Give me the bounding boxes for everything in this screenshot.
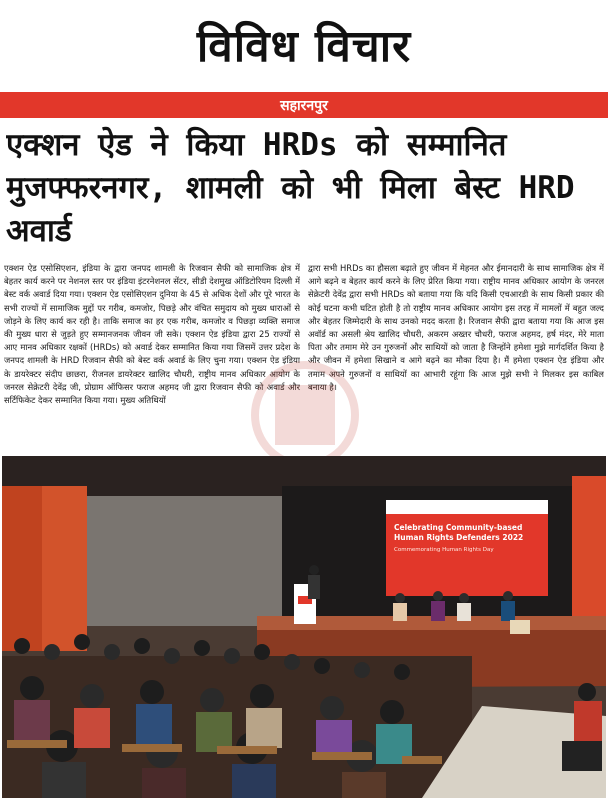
headline-line-3: अवार्ड bbox=[6, 213, 72, 249]
headline bbox=[6, 124, 604, 253]
article-column-1: एक्शन ऐड एसोसिएशन, इंडिया के द्वारा जनपद शामली के रिजवान सैफी को सामाजिक क्षेत्र में बेहतर कार्य करने पर नेशनल स्तर पर इंडिया इंटरनेशनल सेंटर, सीडी देशमुख ऑडिटोरियम दिल्ली में बेस्ट वर्क अवार्ड दिया गया। एक्शन ऐड एसोसिएशन दुनिया के 45 से अधिक देशों और पूरे भारत के सभी राज्यों में सामाजिक मुद्दों पर गरीब, कमजोर, पिछड़े और वंचित समुदाय को मुख्य धाराओं से जोड़ने के लिए कार्य कर रही है। ताकि समाज का हर एक गरीब, कमजोर व पिछड़ा व्यक्ति समाज की मुख्य धारा से जुड़ते हुए सम्मानजनक जीवन जी सके। एक्शन ऐड इंडिया द्वारा 25 राज्यों से आए मानव अधिकार रक्षकों (HRDs) को अवार्ड देकर सम्मानित किया गया जिसमें उत्तर प्रदेश के जनपद शामली के HRD रिजवान सैफी को बेस्ट वर्क अवार्ड के लिए चुना गया। एक्शन ऐड इंडिया के डायरेक्टर संदीप छाछरा, रीजनल डायरेक्टर खालिद चौधरी, राष्ट्रीय मानव अधिकार आयोग के जनरल सेक्रेटरी देवेंद्र जी, प्रोग्राम ऑफिसर फराज अहमद जी द्वारा रिजवान सैफी को अवार्ड और सर्टिफिकेट देकर सम्मानित किया गया। मुख्य अतिथियों bbox=[4, 263, 300, 406]
banner-line-3: Commemorating Human Rights Day bbox=[394, 547, 494, 553]
headline-line-2: मुजफ्फरनगर, शामली को भी मिला बेस्ट HRD bbox=[6, 170, 575, 206]
article-column-2: द्वारा सभी HRDs का हौसला बढ़ाते हुए जीवन में मेहनत और ईमानदारी के साथ सामाजिक क्षेत्र में आगे बढ़ने व बेहतर कार्य करने के लिए प्रेरित किया गया। राष्ट्रीय मानव अधिकार आयोग के जनरल सेक्रेटरी देवेंद्र द्वारा सभी HRDs को बताया गया कि यदि किसी एचआरडी के साथ किसी प्रकार की कोई घटना कभी घटित होती है तो राष्ट्रीय मानव अधिकार आयोग इस तरह में मामलों में बहुत जल्द और बेहतर जिम्मेदारी के साथ उनको मदद करता है। रिजवान सैफी द्वारा बताया गया कि आज इस अवॉर्ड का असली श्रेय खालिद चौधरी, अकरम अख्तर चौधरी, फराज अहमद, हर्ष मंदर, मेरे माता पिता और तमाम मेरे उन गुरुजनों और साथियों को जाता है जिन्होंने हमेशा मुझे मार्गदर्शित किया है और जीवन में हमेशा सिखाने व आगे बढ़ने का मौका दिया है। मैं हमेशा एक्शन ऐड इंडिया और तमाम अपने गुरुजनों व साथियों का आभारी रहूंगा कि आज मुझे सभी ने मिलकर इस काबिल बनाया है। bbox=[308, 263, 604, 392]
event-photo bbox=[2, 456, 606, 798]
section-label: सहारनपुर bbox=[280, 97, 328, 114]
headline-line-1: एक्शन ऐड ने किया HRDs को सम्मानित bbox=[6, 127, 507, 163]
section-band bbox=[0, 92, 608, 118]
masthead-title: विविध विचार bbox=[196, 21, 412, 72]
article-body bbox=[4, 262, 604, 452]
banner-line-2: Human Rights Defenders 2022 bbox=[394, 533, 524, 542]
banner-line-1: Celebrating Community-based bbox=[394, 523, 523, 532]
masthead bbox=[0, 0, 608, 88]
